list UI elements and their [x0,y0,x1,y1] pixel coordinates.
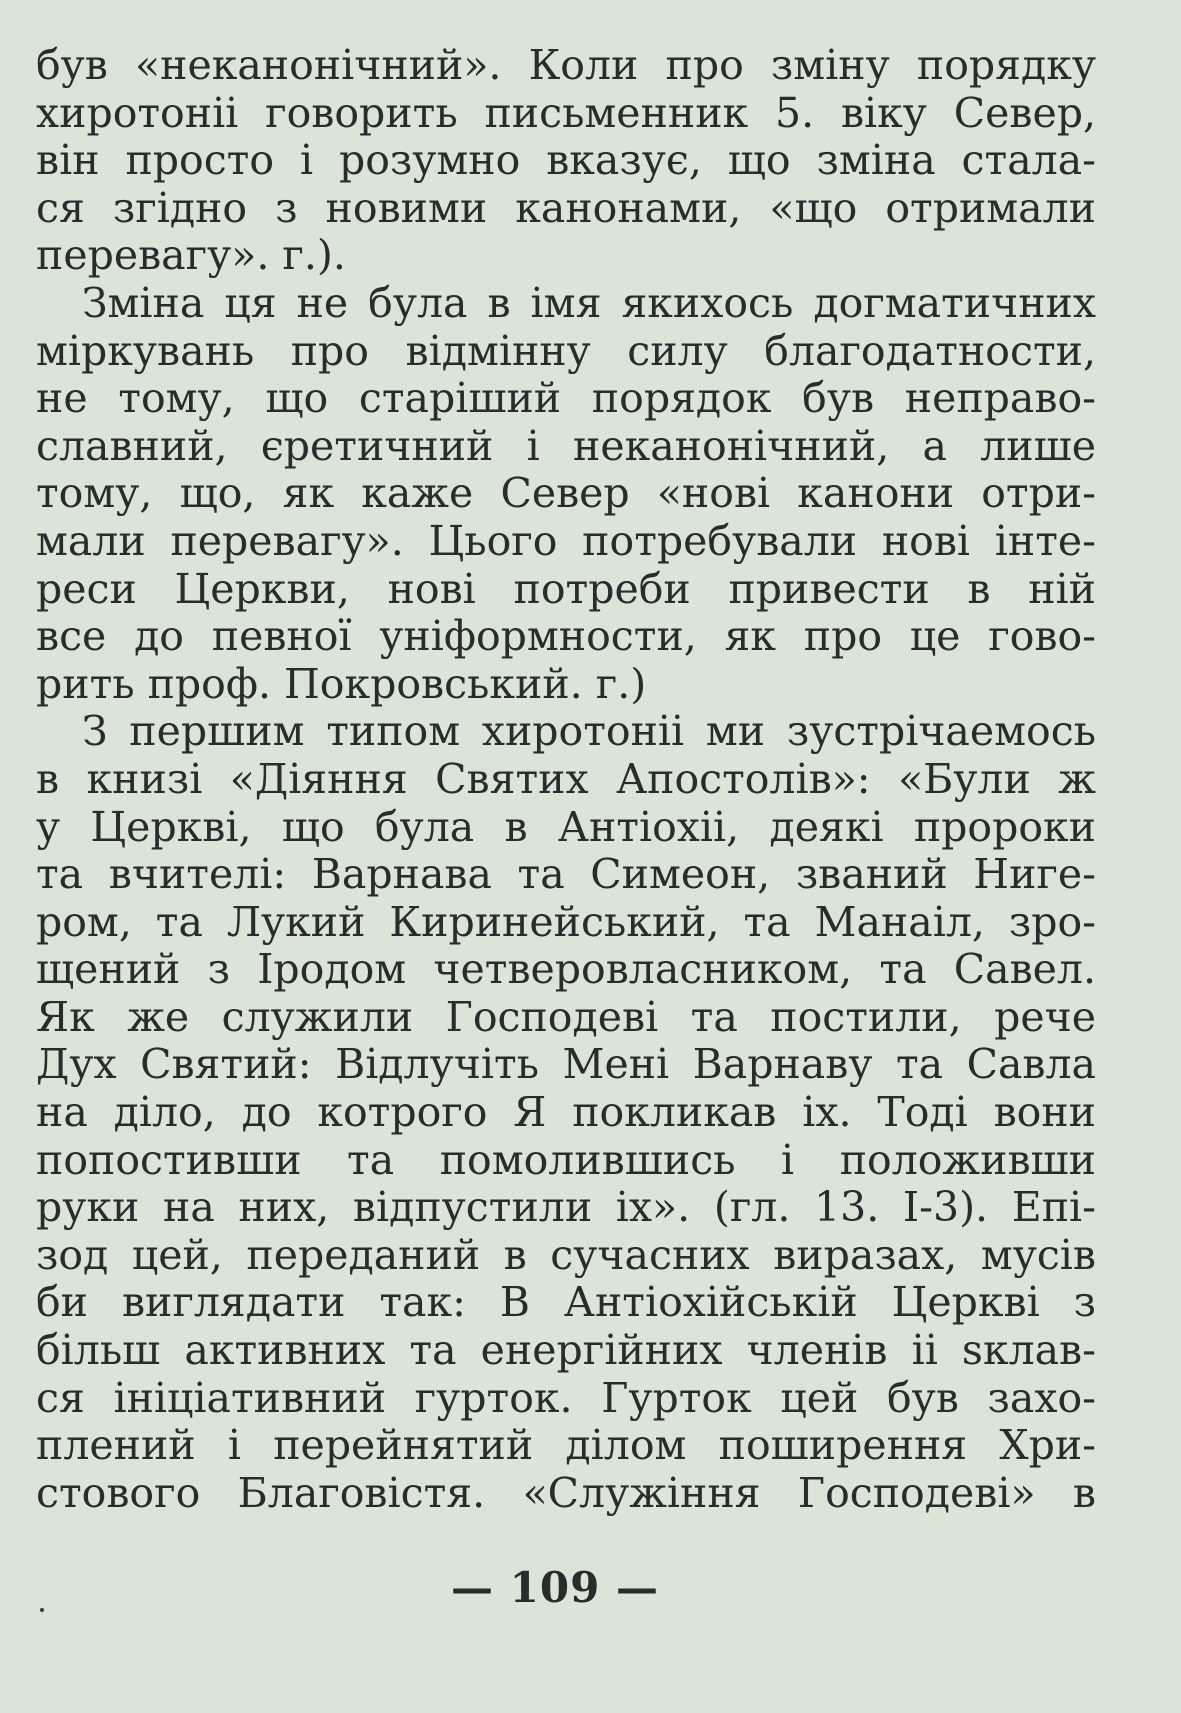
ink-speck [40,1608,44,1612]
text-line-9: славний, єретичний і неканонічний, а лише [36,421,1096,470]
text-line-31: стового Благовістя. «Служіння Господеві» в [36,1468,1096,1517]
text-line-8: не тому, що старіший порядок був неправо- [36,374,1096,423]
text-line-28: більш активних та енергійних членів іі sклав- [36,1326,1096,1375]
text-line-13: все до певної уніформности, як про це гово- [36,612,1096,661]
text-line-15: З першим типом хиротоніі ми зустрічаемось [82,707,1096,756]
text-line-19: ром, та Лукий Киринейський, та Манаіл, зро- [36,897,1096,946]
text-line-5: перевагу». г.). [36,231,346,280]
text-line-24: попостивши та помолившись і положивши [36,1135,1096,1184]
text-line-23: на діло, до котрого Я покликав іх. Тоді вони [36,1088,1096,1137]
text-line-16: в книзі «Діяння Святих Апостолів»: «Були ж [36,754,1096,803]
text-line-22: Дух Святий: Відлучіть Мені Варнаву та Савла [36,1040,1096,1089]
text-line-10: тому, що, як каже Север «нові канони отри- [36,469,1096,518]
text-line-12: реси Церкви, нові потреби привести в ній [36,564,1096,613]
text-line-1: був «неканонічний». Коли про зміну порядку [36,41,1096,89]
page-number: — 109 — [451,1563,659,1612]
text-line-20: щений з Іродом четверовласником, та Савел. [36,945,1096,994]
text-line-21: Як же служили Господеві та постили, рече [36,992,1096,1041]
text-line-17: у Церкві, що була в Антіохіі, деякі пророки [36,802,1096,851]
text-line-6: Зміна ця не була в імя якихось догматичних [82,278,1096,327]
text-line-14: рить проф. Покровський. г.) [36,659,647,708]
text-line-11: мали перевагу». Цього потребували нові інте- [36,516,1096,565]
text-line-25: руки на них, відпустили іх». (гл. 13. І-3). Епі- [36,1183,1096,1232]
text-line-18: та вчителі: Варнава та Симеон, званий Ниге- [36,850,1096,899]
text-line-7: міркувань про відмінну силу благодатности, [36,326,1096,375]
body-text [36,42,1096,1517]
text-line-27: би виглядати так: В Антіохійській Церкві з [36,1278,1096,1327]
text-line-30: плений і перейнятий ділом поширення Хри- [36,1421,1096,1470]
text-line-4: ся згідно з новими канонами, «що отримали [36,183,1096,232]
text-line-29: ся ініціативний гурток. Гурток цей був захо- [36,1373,1096,1422]
text-line-26: зод цей, переданий в сучасних виразах, мусів [36,1230,1096,1279]
text-line-3: він просто і розумно вказує, що зміна стала- [36,136,1096,185]
text-line-2: хиротоніі говорить письменник 5. віку Север, [36,88,1096,137]
